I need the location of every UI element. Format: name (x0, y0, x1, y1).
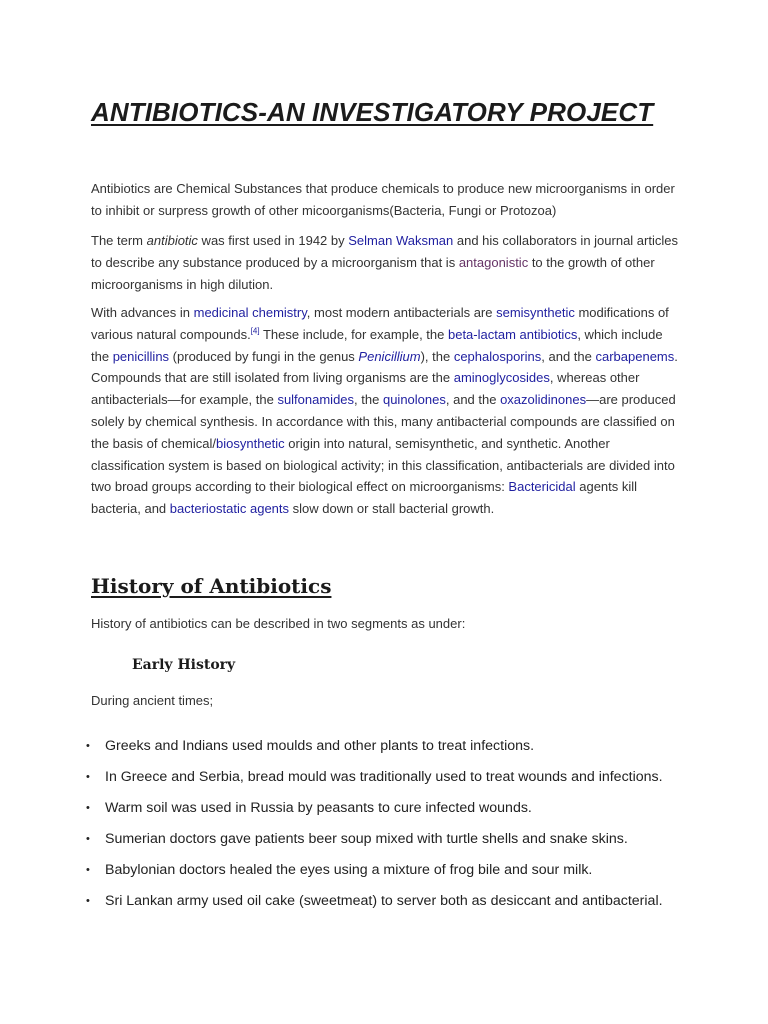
list-item-text: Sumerian doctors gave patients beer soup mixed with turtle shells and snake skins. (105, 831, 628, 847)
text-span: With advances in (91, 305, 194, 320)
link-beta-lactam-antibiotics[interactable]: beta-lactam antibiotics (447, 326, 578, 342)
link-medicinal-chemistry[interactable]: medicinal chemistry (193, 305, 307, 320)
link-sulfonamides[interactable]: sulfonamides (277, 392, 355, 408)
text-span: slow down or stall bacterial growth. (289, 501, 495, 517)
link-carbapenems[interactable]: carbapenems (595, 348, 675, 364)
term-word: antibiotic (146, 233, 198, 248)
bullet-icon: • (86, 833, 90, 845)
text-span: agents kill bacteria, and (91, 479, 638, 517)
text-span: was first used in 1942 by (197, 233, 349, 248)
text-span: (produced by fungi in the genus (169, 348, 359, 364)
list-item (76, 767, 716, 798)
link-biosynthetic[interactable]: biosynthetic (216, 435, 285, 451)
list-item-text: Warm soil was used in Russia by peasants to cure infected wounds. (105, 800, 532, 816)
link-penicillins[interactable]: penicillins (112, 348, 170, 364)
bullet-icon: • (86, 864, 90, 876)
history-heading: History of Antibiotics (91, 574, 332, 598)
list-item-text: In Greece and Serbia, bread mould was traditionally used to treat wounds and infections. (105, 769, 663, 785)
link-oxazolidinones[interactable]: oxazolidinones (500, 392, 587, 408)
text-span: , whereas other antibacterials—for example, the (91, 370, 640, 408)
page-title: ANTIBIOTICS-AN INVESTIGATORY PROJECT (91, 97, 654, 127)
link-bactericidal[interactable]: Bactericidal (508, 479, 576, 495)
history-intro: History of antibiotics can be described in two segments as under: (91, 616, 466, 631)
link-selman-waksman[interactable]: Selman Waksman (348, 233, 454, 248)
text-span: and his collaborators in journal articles to describe any substance produced by a microorganism that is (91, 233, 678, 270)
link-quinolones[interactable]: quinolones (382, 392, 446, 408)
reference-link[interactable]: [4] (250, 326, 260, 336)
ancient-times-text: During ancient times; (91, 693, 214, 708)
list-item (76, 736, 716, 767)
text-span: The term (91, 233, 147, 248)
text-span: to the growth of other microorganisms in high dilution. (91, 254, 655, 292)
text-span: origin into natural, semisynthetic, and synthetic. Another classification system is based on biological activity; in this classification, antibacterials are divided into two broad groups according to their biological effect on microorganisms: (91, 435, 675, 495)
text-span: modifications of various natural compounds. (91, 305, 669, 342)
text-span: . Compounds that are still isolated from living organisms are the (91, 348, 678, 386)
link-cephalosporins[interactable]: cephalosporins (453, 348, 542, 364)
link-aminoglycosides[interactable]: aminoglycosides (453, 370, 550, 386)
text-span: , and the (445, 392, 501, 408)
bullet-icon: • (86, 771, 90, 783)
text-span: —are produced solely by chemical synthesis. In accordance with this, many antibacterial compounds are classified on the basis of chemical/ (91, 392, 676, 451)
bullet-icon: • (86, 740, 90, 752)
list-item (76, 829, 716, 860)
text-span: , most modern antibacterials are (306, 305, 497, 320)
link-bacteriostatic-agents[interactable]: bacteriostatic agents (169, 501, 290, 517)
ancient-practices-list (76, 736, 716, 922)
list-item (76, 891, 716, 922)
bullet-icon: • (86, 895, 90, 907)
text-span: These include, for example, the (259, 326, 448, 342)
list-item-text: Sri Lankan army used oil cake (sweetmeat) to server both as desiccant and antibacterial. (105, 893, 663, 909)
text-span: , the (354, 392, 383, 408)
advances-paragraph (91, 302, 683, 520)
text-span: ), the (420, 348, 454, 364)
intro-paragraph: Antibiotics are Chemical Substances that produce chemicals to produce new microorganisms in order to inhibit or surpress growth of other micoorganisms(Bacteria, Fungi or Protozoa) (91, 181, 675, 218)
early-history-heading: Early History (132, 657, 236, 673)
term-paragraph (91, 230, 683, 295)
list-item-text: Babylonian doctors healed the eyes using a mixture of frog bile and sour milk. (105, 862, 593, 878)
text-span: , which include the (91, 326, 663, 364)
text-span: , and the (541, 348, 596, 364)
list-item (76, 798, 716, 829)
link-penicillium[interactable]: Penicillium (358, 348, 421, 364)
bullet-icon: • (86, 802, 90, 814)
list-item-text: Greeks and Indians used moulds and other plants to treat infections. (105, 738, 535, 754)
list-item (76, 860, 716, 891)
link-semisynthetic[interactable]: semisynthetic (496, 305, 575, 320)
link-antagonistic[interactable]: antagonistic (458, 254, 529, 270)
